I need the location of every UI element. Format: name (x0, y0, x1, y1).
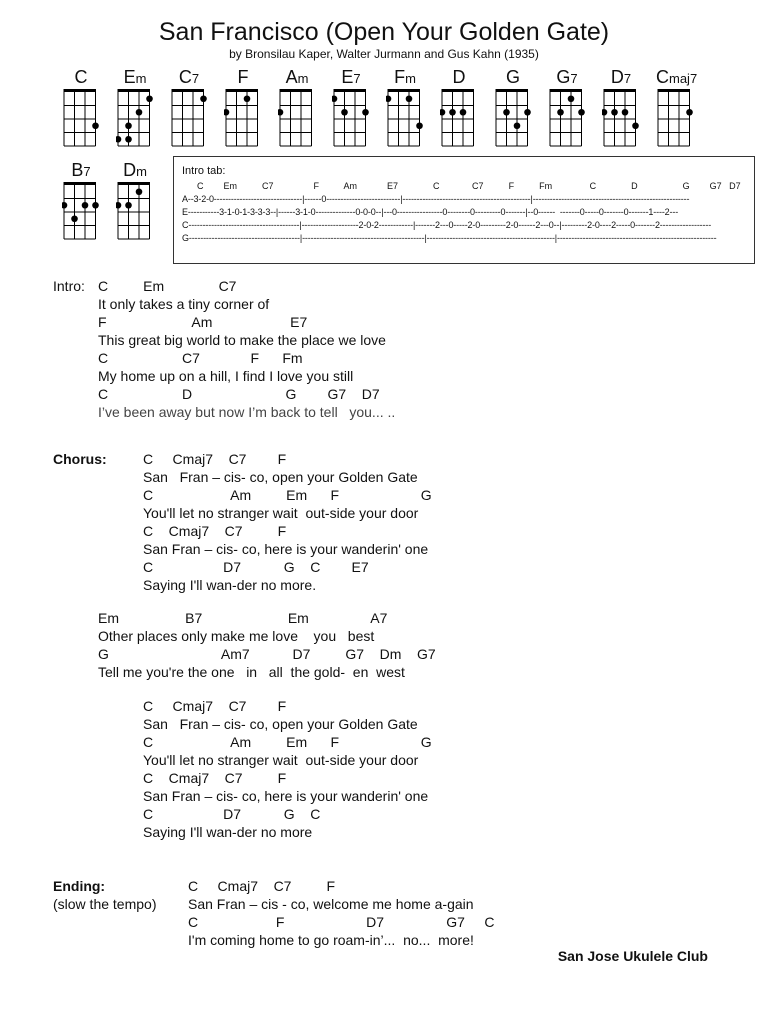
chord-suffix: m (136, 164, 147, 179)
nut (280, 89, 312, 92)
tab-string-a: A--3-2-0-------------------------------|------0--------------------------|---------------------------------------------|------------------------------------------------------- (182, 194, 690, 204)
chord-root: D (452, 67, 466, 87)
fretboard-grid (170, 87, 208, 155)
tab-string-e: E-----------3-1-0-1-3-3-3--|------3-1-0--------------0-0-0--|---0----------------0--------0---------0-------|--0------ -------0-----0-------0-------1----2--- (182, 207, 679, 217)
chorus2-chord-line: C Cmaj7 C7 F (143, 698, 287, 714)
chord-root: F (237, 67, 249, 87)
intro-chord-line: C Em C7 (98, 278, 237, 294)
nut (118, 182, 150, 185)
intro-chord-line: C C7 F Fm (98, 350, 303, 366)
fretboard-grid (62, 87, 100, 155)
chord-root: D (610, 67, 624, 87)
intro-tab-box (173, 156, 755, 264)
chorus-lyric-line: Saying I'll wan-der no more. (143, 577, 317, 593)
finger-dot (524, 109, 531, 116)
chord-suffix: 7 (353, 71, 361, 86)
chord-root: G (556, 67, 571, 87)
chord-name (548, 67, 586, 88)
ending-note: (slow the tempo) (53, 896, 157, 912)
chord-suffix: 7 (570, 71, 578, 86)
finger-dot (440, 109, 445, 116)
nut (64, 89, 96, 92)
ending-lyric-line: San Fran – cis - co, welcome me home a-gain (188, 896, 474, 912)
finger-dot (686, 109, 693, 116)
fretboard-grid (278, 87, 316, 155)
finger-dot (92, 202, 99, 209)
ending-chord-line: C Cmaj7 C7 F (188, 878, 336, 894)
finger-dot (362, 109, 369, 116)
finger-dot (71, 215, 78, 222)
chord-root: E (341, 67, 354, 87)
chord-name (170, 67, 208, 88)
tab-string-g: G---------------------------------------|-------------------------------------------|---------------------------------------------|-------------------------------------------------------- (182, 233, 717, 243)
finger-dot (602, 109, 607, 116)
finger-dot (278, 109, 283, 116)
nut (388, 89, 420, 92)
chorus2-chord-line: C Am Em F G (143, 734, 432, 750)
intro-chord-line: C D G G7 D7 (98, 386, 380, 402)
nut (334, 89, 366, 92)
chorus2-lyric-line: You'll let no stranger wait out-side your door (143, 752, 419, 768)
fretboard-grid (224, 87, 262, 155)
chord-name (656, 67, 698, 88)
chord-name (494, 67, 532, 88)
finger-dot (449, 109, 456, 116)
fretboard-grid (386, 87, 424, 155)
intro-chord-line: F Am E7 (98, 314, 308, 330)
chorus-lyric-line: You'll let no stranger wait out-side your door (143, 505, 419, 521)
chorus-chord-line: C Cmaj7 C7 F (143, 523, 287, 539)
finger-dot (622, 109, 629, 116)
chord-root: C (178, 67, 192, 87)
fretboard-grid (62, 180, 100, 248)
chorus-label: Chorus: (53, 451, 107, 467)
finger-dot (332, 95, 337, 102)
finger-dot (200, 95, 207, 102)
finger-dot (632, 122, 639, 129)
bridge-lyric-line: Other places only make me love you best (98, 628, 375, 644)
intro-lyric-line: My home up on a hill, I find I love you still (98, 368, 354, 384)
intro-lyric-line: This great big world to make the place we love (98, 332, 386, 348)
finger-dot (136, 109, 143, 116)
chorus2-lyric-line: San Fran – cis- co, open your Golden Gate (143, 716, 418, 732)
finger-dot (514, 122, 521, 129)
nut (550, 89, 582, 92)
chord-root: D (123, 160, 137, 180)
bridge-chord-line: G Am7 D7 G7 Dm G7 (98, 646, 436, 662)
chorus2-lyric-line: Saying I'll wan-der no more (143, 824, 313, 840)
finger-dot (578, 109, 585, 116)
chord-name (62, 67, 100, 88)
chord-suffix: m (405, 71, 416, 86)
finger-dot (62, 202, 67, 209)
finger-dot (116, 136, 121, 143)
chord-name (602, 67, 640, 88)
fretboard-grid (116, 180, 154, 248)
chord-suffix: 7 (83, 164, 91, 179)
finger-dot (341, 109, 348, 116)
bridge-chord-line: Em B7 Em A7 (98, 610, 388, 626)
chorus-chord-line: C Am Em F G (143, 487, 432, 503)
nut (496, 89, 528, 92)
chorus2-lyric-line: San Fran – cis- co, here is your wanderin' one (143, 788, 429, 804)
chorus-chord-line: C D7 G C E7 (143, 559, 369, 575)
club-credit: San Jose Ukulele Club (557, 948, 708, 964)
chord-suffix: maj7 (669, 71, 698, 86)
fretboard-grid (548, 87, 586, 155)
intro-lyric-line: I’ve been away but now I’m back to tell you... .. (98, 404, 396, 420)
chord-root: G (505, 67, 520, 87)
song-title: San Francisco (Open Your Golden Gate) (158, 18, 610, 46)
fretboard-grid (440, 87, 478, 155)
chord-name (278, 67, 316, 88)
chord-root: C (656, 67, 669, 87)
chord-root: B (71, 160, 84, 180)
finger-dot (557, 109, 564, 116)
ending-chord-line: C F D7 G7 C (188, 914, 495, 930)
chord-suffix: m (135, 71, 147, 86)
chord-name (332, 67, 370, 88)
finger-dot (460, 109, 467, 116)
finger-dot (92, 122, 99, 129)
finger-dot (125, 202, 132, 209)
finger-dot (125, 122, 132, 129)
bridge-lyric-line: Tell me you're the one in all the gold- en west (98, 664, 405, 680)
intro-lyric-line: It only takes a tiny corner of (98, 296, 270, 312)
ending-label: Ending: (53, 878, 106, 894)
nut (442, 89, 474, 92)
chord-root: E (123, 67, 136, 87)
finger-dot (136, 188, 143, 195)
chord-suffix: 7 (623, 71, 632, 86)
finger-dot (386, 95, 391, 102)
finger-dot (224, 109, 229, 116)
chord-name (440, 67, 478, 88)
finger-dot (116, 202, 121, 209)
chorus-lyric-line: San Fran – cis- co, open your Golden Gate (143, 469, 418, 485)
chorus-lyric-line: San Fran – cis- co, here is your wanderin' one (143, 541, 429, 557)
finger-dot (146, 95, 153, 102)
intro-tab-label: Intro tab: (182, 165, 226, 177)
nut (172, 89, 204, 92)
chord-name (386, 67, 424, 88)
nut (658, 89, 690, 92)
chorus2-chord-line: C Cmaj7 C7 F (143, 770, 287, 786)
fretboard-grid (656, 87, 694, 155)
ending-lyric-line: I'm coming home to go roam-in’... no... more! (188, 932, 474, 948)
finger-dot (416, 122, 423, 129)
chord-root: F (394, 67, 406, 87)
chord-name (116, 67, 154, 88)
finger-dot (125, 136, 132, 143)
nut (64, 182, 96, 185)
finger-dot (568, 95, 575, 102)
chord-name (116, 160, 154, 181)
chord-name (224, 67, 262, 88)
intro-label: Intro: (53, 278, 85, 294)
intro-tab-chords: C Em C7 F Am E7 C C7 F Fm C D G G7 D7 (182, 181, 741, 191)
fretboard-grid (494, 87, 532, 155)
chorus2-chord-line: C D7 G C (143, 806, 321, 822)
chord-suffix: m (297, 71, 309, 86)
song-credits: by Bronsilau Kaper, Walter Jurmann and Gus Kahn (1935) (229, 47, 539, 61)
nut (226, 89, 258, 92)
nut (118, 89, 150, 92)
finger-dot (503, 109, 510, 116)
finger-dot (611, 109, 618, 116)
fretboard-grid (602, 87, 640, 155)
finger-dot (82, 202, 89, 209)
finger-dot (244, 95, 251, 102)
chord-name (62, 160, 100, 181)
chorus-chord-line: C Cmaj7 C7 F (143, 451, 287, 467)
tab-string-c: C---------------------------------------|--------------------2-0-2------------|-------2---0-----2-0---------2-0------2---0--|---------2-0----2-----0-------2------------------ (182, 220, 712, 230)
nut (604, 89, 636, 92)
fretboard-grid (116, 87, 154, 155)
chord-root: A (285, 67, 298, 87)
fretboard-grid (332, 87, 370, 155)
chord-root: C (74, 67, 88, 87)
chord-suffix: 7 (191, 71, 200, 86)
finger-dot (406, 95, 413, 102)
